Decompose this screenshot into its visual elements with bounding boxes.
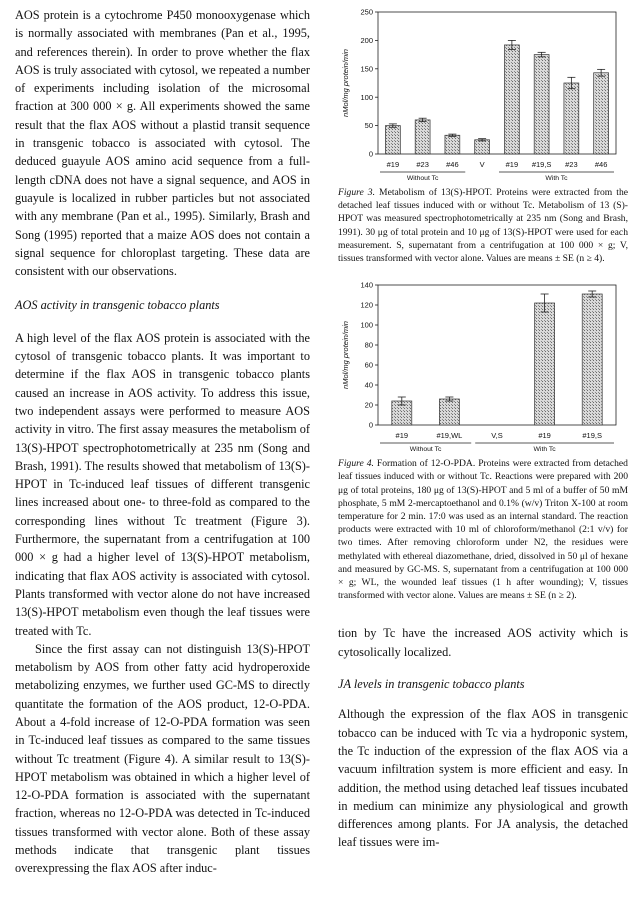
y-tick-label: 60 xyxy=(364,360,373,370)
x-category-label: #19 xyxy=(395,431,409,441)
group-label: Without Tc xyxy=(409,446,442,454)
x-category-label: #19,S xyxy=(531,160,552,169)
figure-4-chart xyxy=(338,279,628,455)
bar xyxy=(564,83,579,154)
x-category-label: #23 xyxy=(416,160,429,169)
section-heading-aos-activity: AOS activity in transgenic tobacco plants xyxy=(15,298,220,313)
y-tick-label: 140 xyxy=(360,280,373,290)
group-label: With Tc xyxy=(545,175,568,182)
right-column xyxy=(338,6,628,852)
y-axis-label: nMol/mg protein/min xyxy=(341,49,350,117)
x-category-label: #19 xyxy=(538,431,551,441)
plot-frame xyxy=(378,285,616,425)
figure-4-caption xyxy=(338,457,628,602)
figure-4-label: Figure 4. xyxy=(338,458,374,470)
x-category-label: #19,WL xyxy=(436,431,463,441)
y-tick-label: 100 xyxy=(360,320,373,330)
y-tick-label: 150 xyxy=(360,64,373,74)
y-tick-label: 200 xyxy=(360,36,373,45)
x-category-label: V xyxy=(479,160,485,169)
plot-frame xyxy=(378,12,616,154)
bar xyxy=(445,135,460,154)
y-tick-label: 20 xyxy=(364,400,373,410)
bar xyxy=(535,303,555,425)
bar xyxy=(415,120,430,154)
bar xyxy=(475,140,490,154)
figure-3-caption-text: Metabolism of 13(S)-HPOT. Proteins were extracted from the detached leaf tissues induced with or without Tc. Metabolism of 13 (S)-HPOT was measured spectrophotometrically at 235 nm (Song and Brash, 1991). 30 μg of total protein and 10 μg of 13(S)-HPOT were used for each measurement. S, supernatant from a centrifugation at 100 000 × g; V, tissues transformed with vector alone. Values are means ± SE (n ≥ 4). xyxy=(338,187,628,265)
paragraph-gc-ms: Since the first assay can not distinguish 13(S)-HPOT metabolism by AOS from other fatty acid hydroperoxide metabolizing enzymes, we further used GC-MS to directly quantitate the formation of the AOS product, 12-O-PDA. About a 4-fold increase of 12-O-PDA formation was seen in Tc-induced leaf tissues as compared to the same tissues without Tc treatment (Figure 4). A similar result to 13(S)-HPOT metabolism was obtained in which a higher level of 12-O-PDA formation is associated with the supernatant fraction, whereas no 12-O-PDA was detected in Tc-induced tissues transformed with vector alone. Both of these assay methods indicate that transgenic plant tissues overexpressing the flax AOS after induc- xyxy=(15,641,310,876)
y-tick-label: 80 xyxy=(364,340,373,350)
paragraph-tc-activity: tion by Tc have the increased AOS activity which is cytosolically localized. xyxy=(338,626,628,659)
bar xyxy=(534,55,549,154)
paragraph-aos-membrane: AOS protein is a cytochrome P450 monooxygenase which is normally associated with membranes (Pan et al., 1995, and references therein). In order to prove whether the flax AOS is truly associated with cytosol, we repeated a number of experiments including isolation of the microsomal fraction at 300 000 × g. All experiments showed the same result that the flax AOS without a plastid transit sequence in transgenic tobacco is associated with cytosol. The deduced guayule AOS amino acid sequence from a full-length cDNA does not have a signal sequence, and AOS in guayule is localized in rubber particles but not associated with any membrane (Pan et al., 1995). Similarly, Brash and Song (1995) reported that a maize AOS does not contain a signal sequence for chloroplast targeting. These data are consistent with our observations. xyxy=(15,8,310,279)
y-tick-label: 120 xyxy=(360,300,373,310)
y-axis-label: nMol/mg protein/min xyxy=(341,321,350,390)
bar xyxy=(504,45,519,154)
y-tick-label: 0 xyxy=(368,420,373,430)
x-category-label: #23 xyxy=(565,160,578,169)
x-category-label: V,S xyxy=(491,431,503,441)
figure-3-label: Figure 3. xyxy=(338,187,375,198)
y-tick-label: 100 xyxy=(360,92,373,102)
x-category-label: #19 xyxy=(505,160,519,169)
paragraph-ja-levels: Although the expression of the flax AOS in transgenic tobacco can be induced with Tc via a hydroponic system, the Tc induction of the expression of the flax AOS via a vacuum infiltration system is more efficient and easy. In addition, the method using detached leaf tissues incubated in medium can minimize any physiological and growth differences among plants. For JA analysis, the detached leaf tissues were im- xyxy=(338,707,628,850)
bar xyxy=(439,399,459,425)
bar xyxy=(594,73,609,154)
section-heading-ja-levels: JA levels in transgenic tobacco plants xyxy=(338,677,525,692)
bar xyxy=(385,126,400,154)
group-label: With Tc xyxy=(533,446,556,454)
group-label: Without Tc xyxy=(406,175,439,182)
y-tick-label: 40 xyxy=(364,380,373,390)
x-category-label: #19,S xyxy=(582,431,603,441)
y-tick-label: 250 xyxy=(360,7,373,17)
x-category-label: #46 xyxy=(594,160,608,169)
left-column xyxy=(15,6,310,878)
x-category-label: #19 xyxy=(386,160,400,169)
figure-3-chart xyxy=(338,6,628,184)
figure-3-caption xyxy=(338,186,628,265)
y-tick-label: 0 xyxy=(368,149,373,159)
x-category-label: #46 xyxy=(446,160,459,169)
paragraph-aos-activity: A high level of the flax AOS protein is associated with the cytosol of transgenic tobacco plants. It was important to determine if the flax AOS in transgenic tobacco plants caused an increase in AOS activity. To address this issue, two independent assays were performed to measure AOS activity in vitro. The first assay measures the metabolism of 13(S)-HPOT spectrophotometrically at 235 nm (Song and Brash, 1991). The results showed that metabolism of 13(S)-HPOT in Tc-induced leaf tissues of different transgenic lines increased about one- to three-fold as compared to the corresponding lines without Tc treatment (Figure 3). Furthermore, the supernatant from a centrifugation at 100 000 × g had a higher level of 13(S)-HPOT metabolism, indicating that flax AOS activity is associated with cytosol. Plants transformed with vector alone do not have increased 13(S)-HPOT metabolism even though the leaf tissues were treated with Tc. xyxy=(15,330,310,638)
y-tick-label: 50 xyxy=(364,121,373,131)
bar xyxy=(582,294,602,425)
figure-4-caption-text: Formation of 12-O-PDA. Proteins were extracted from detached leaf tissues induced with or without Tc. Reactions were prepared with 200 μg of total proteins, 180 μg of 13(S)-HPOT and 5 ml of a buffer of 50 mM phosphate, 5 mM 2-mercaptoethanol and 0.1% (w/v) Triton X-100 at room temperature for 2 min. 17:0 was used as an internal standard. The reaction products were extracted with 10 ml of chloroform/methanol (2:1 v/v) for two times. After removing chloroform under N2, the residues were methylated with ethereal diazomethane, dried, dissolved in 50 μl of hexane and measured by GC-MS. S, supernatant from a centrifugation at 100 000 × g; WL, the wounded leaf tissues (1 h after wounding); V, tissues transformed with vector alone. Values are means ± SE (n ≥ 2). xyxy=(338,458,628,602)
